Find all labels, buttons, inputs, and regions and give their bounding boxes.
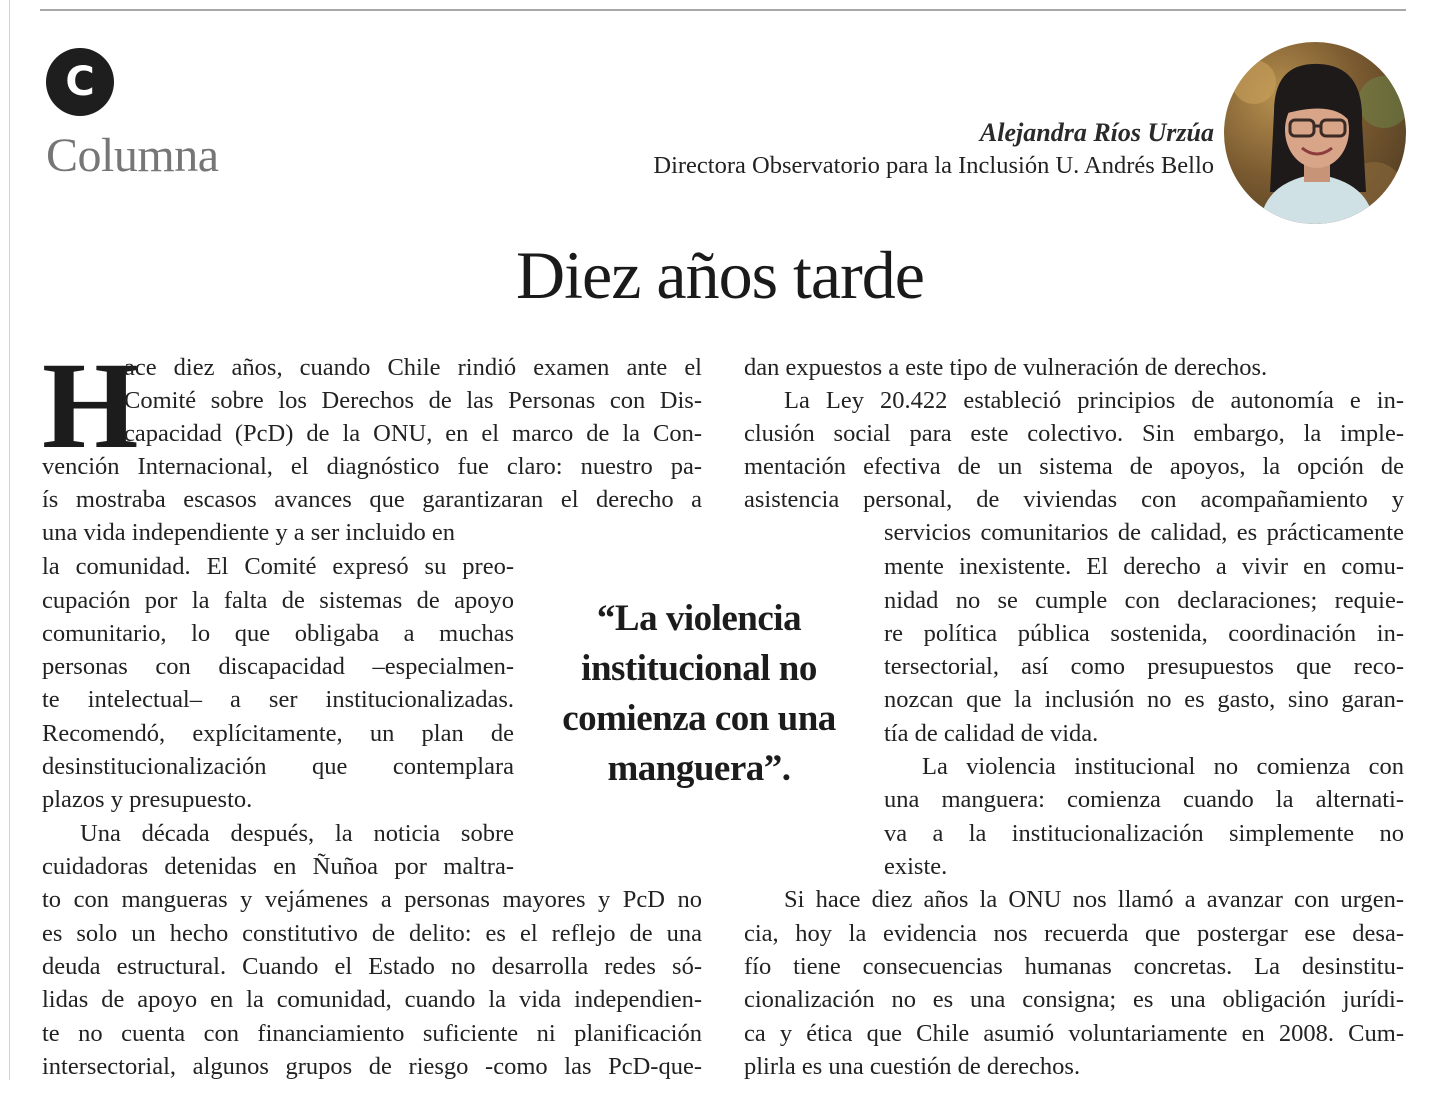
body-line: cia, hoy la evidencia nos recuerda que postergar ese desa-	[744, 920, 1404, 947]
body-line: Comité sobre los Derechos de las Personas con Dis-	[124, 387, 702, 414]
body-line: comunitario, lo que obligaba a muchas	[42, 620, 514, 647]
pull-quote-line: manguera”.	[607, 748, 791, 789]
body-line: personas con discapacidad –especialmen-	[42, 653, 514, 680]
body-line: nidad no se cumple con declaraciones; requie-	[884, 587, 1404, 614]
column-badge: C	[46, 48, 114, 116]
body-line: La violencia institucional no comienza con	[922, 753, 1404, 780]
body-line: Una década después, la noticia sobre	[80, 820, 514, 847]
body-line: fío tiene consecuencias humanas concretas. La desinstitu-	[744, 953, 1404, 980]
body-line: ís mostraba escasos avances que garantizaran el derecho a	[42, 486, 702, 513]
body-line: cionalización no es una consigna; es una obligación jurídi-	[744, 986, 1404, 1013]
body-line: te no cuenta con financiamiento suficiente ni planificación	[42, 1020, 702, 1047]
body-line: clusión social para este colectivo. Sin embargo, la imple-	[744, 420, 1404, 447]
body-line: tersectorial, así como presupuestos que reco-	[884, 653, 1404, 680]
body-line: mente inexistente. El derecho a vivir en comu-	[884, 553, 1404, 580]
body-line: tía de calidad de vida.	[884, 720, 1099, 747]
body-line: deuda estructural. Cuando el Estado no desarrolla redes só-	[42, 953, 702, 980]
author-portrait-icon	[1224, 42, 1406, 224]
body-line: nozcan que la inclusión no es gasto, sino garan-	[884, 686, 1404, 713]
author-name: Alejandra Ríos Urzúa	[979, 118, 1214, 147]
body-line: capacidad (PcD) de la ONU, en el marco de la Con-	[124, 420, 702, 447]
body-line: una manguera: comienza cuando la alternati-	[884, 786, 1404, 813]
left-margin-rule	[9, 0, 10, 1080]
body-line: existe.	[884, 853, 948, 880]
drop-cap: H	[42, 337, 139, 474]
body-line: ca y ética que Chile asumió voluntariamente en 2008. Cum-	[744, 1020, 1404, 1047]
body-line: es solo un hecho constitutivo de delito: es el reflejo de una	[42, 920, 702, 947]
body-line: dan expuestos a este tipo de vulneración de derechos.	[744, 354, 1268, 381]
body-line: ace diez años, cuando Chile rindió examen ante el	[124, 354, 702, 381]
body-line: lidas de apoyo en la comunidad, cuando la vida independien-	[42, 986, 702, 1013]
body-line: plazos y presupuesto.	[42, 786, 253, 813]
body-line: Si hace diez años la ONU nos llamó a avanzar con urgen-	[784, 886, 1404, 913]
body-line: cupación por la falta de sistemas de apoyo	[42, 587, 514, 614]
author-role: Directora Observatorio para la Inclusión U. Andrés Bello	[653, 152, 1214, 179]
pull-quote-line: comienza con una	[562, 698, 836, 739]
body-line: asistencia personal, de viviendas con acompañamiento y	[744, 486, 1404, 513]
body-line: desinstitucionalización que contemplara	[42, 753, 514, 780]
body-line: servicios comunitarios de calidad, es prácticamente	[884, 519, 1404, 546]
body-line: Recomendó, explícitamente, un plan de	[42, 720, 514, 747]
body-line: La Ley 20.422 estableció principios de autonomía e in-	[784, 387, 1404, 414]
body-line: una vida independiente y a ser incluido en	[42, 519, 455, 546]
body-line: va a la institucionalización simplemente no	[884, 820, 1404, 847]
pull-quote	[540, 594, 858, 794]
body-line: mentación efectiva de un sistema de apoyos, la opción de	[744, 453, 1404, 480]
top-rule	[40, 9, 1406, 11]
body-line: to con mangueras y vejámenes a personas mayores y PcD no	[42, 886, 702, 913]
body-line: vención Internacional, el diagnóstico fue claro: nuestro pa-	[42, 453, 702, 480]
pull-quote-line: institucional no	[581, 648, 817, 689]
body-line: cuidadoras detenidas en Ñuñoa por maltra-	[42, 853, 514, 880]
section-label: Columna	[46, 129, 219, 182]
body-line: re política pública sostenida, coordinación in-	[884, 620, 1404, 647]
body-line: la comunidad. El Comité expresó su preo-	[42, 553, 514, 580]
body-line: te intelectual– a ser institucionalizadas.	[42, 686, 514, 713]
body-line: plirla es una cuestión de derechos.	[744, 1053, 1081, 1080]
body-line: intersectorial, algunos grupos de riesgo -como las PcD-que-	[42, 1053, 702, 1080]
headline: Diez años tarde	[516, 237, 924, 313]
pull-quote-line: “La violencia	[596, 598, 802, 639]
